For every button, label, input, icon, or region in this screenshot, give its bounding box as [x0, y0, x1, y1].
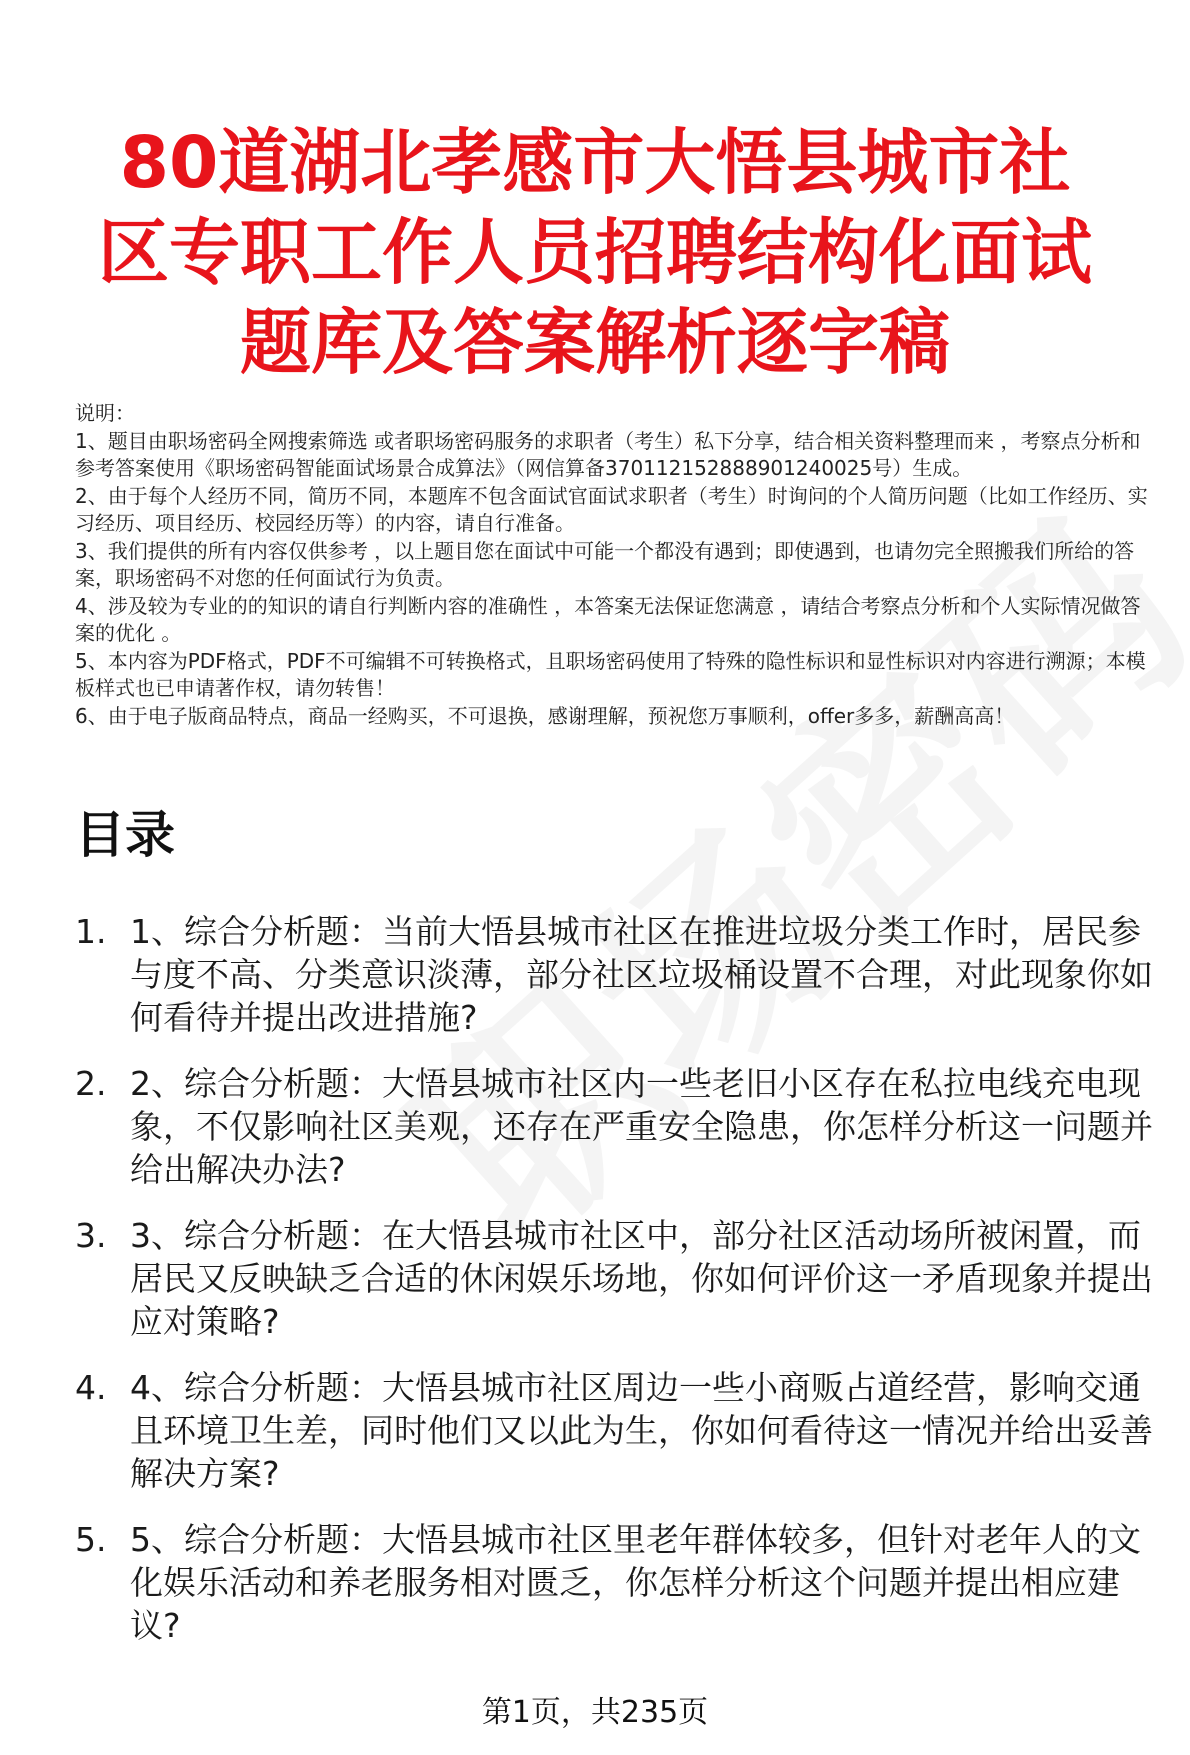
toc-item-number: 2.	[75, 1064, 107, 1103]
toc-heading: 目录	[75, 806, 175, 864]
toc-item[interactable]	[75, 1062, 1165, 1191]
toc-item-number: 1.	[75, 912, 107, 951]
toc-item-number: 3.	[75, 1216, 107, 1255]
toc-item-text: 4、综合分析题：大悟县城市社区周边一些小商贩占道经营，影响交通且环境卫生差，同时他们又以此为生，你如何看待这一情况并给出妥善解决方案?	[130, 1368, 1153, 1493]
toc-item[interactable]	[75, 910, 1165, 1039]
toc-item-text: 2、综合分析题：大悟县城市社区内一些老旧小区存在私拉电线充电现象，不仅影响社区美观，还存在严重安全隐患，你怎样分析这一问题并给出解决办法?	[130, 1064, 1153, 1189]
page-footer: 第1页，共235页	[481, 1695, 709, 1730]
note-item: 6、由于电子版商品特点，商品一经购买，不可退换，感谢理解，预祝您万事顺利，offer多多，薪酬高高！	[75, 703, 1015, 728]
notes-heading: 说明：	[75, 401, 135, 425]
toc-item-text: 3、综合分析题：在大悟县城市社区中，部分社区活动场所被闲置，而居民又反映缺乏合适的休闲娱乐场地，你如何评价这一矛盾现象并提出应对策略?	[130, 1216, 1153, 1341]
note-item: 3、我们提供的所有内容仅供参考 ，以上题目您在面试中可能一个都没有遇到；即使遇到，也请勿完全照搬我们所给的答案，职场密码不对您的任何面试行为负责。	[75, 538, 1135, 590]
toc-item[interactable]	[75, 1366, 1165, 1495]
notes-section	[75, 400, 1153, 730]
toc-item[interactable]	[75, 1518, 1165, 1647]
toc-item[interactable]	[75, 1214, 1165, 1343]
toc-item-number: 4.	[75, 1368, 107, 1407]
table-of-contents	[75, 910, 1165, 1670]
document-title: 80道湖北孝感市大悟县城市社区专职工作人员招聘结构化面试题库及答案解析逐字稿	[97, 121, 1092, 384]
note-item: 1、题目由职场密码全网搜索筛选 或者职场密码服务的求职者（考生）私下分享，结合相关资料整理而来 ，考察点分析和参考答案使用《职场密码智能面试场景合成算法》（网信算备370112152888901240025号）生成。	[75, 428, 1141, 480]
toc-item-number: 5.	[75, 1520, 107, 1559]
note-item: 4、涉及较为专业的的知识的请自行判断内容的准确性 ，本答案无法保证您满意 ，请结合考察点分析和个人实际情况做答案的优化 。	[75, 593, 1141, 645]
note-item: 5、本内容为PDF格式，PDF不可编辑不可转换格式，且职场密码使用了特殊的隐性标识和显性标识对内容进行溯源；本模板样式也已申请著作权，请勿转售！	[75, 648, 1146, 700]
note-item: 2、由于每个人经历不同，简历不同，本题库不包含面试官面试求职者（考生）时询问的个人简历问题（比如工作经历、实习经历、项目经历、校园经历等）的内容，请自行准备。	[75, 483, 1148, 535]
toc-item-text: 5、综合分析题：大悟县城市社区里老年群体较多，但针对老年人的文化娱乐活动和养老服务相对匮乏，你怎样分析这个问题并提出相应建议?	[130, 1520, 1141, 1645]
toc-item-text: 1、综合分析题：当前大悟县城市社区在推进垃圾分类工作时，居民参与度不高、分类意识淡薄，部分社区垃圾桶设置不合理，对此现象你如何看待并提出改进措施?	[130, 912, 1153, 1037]
